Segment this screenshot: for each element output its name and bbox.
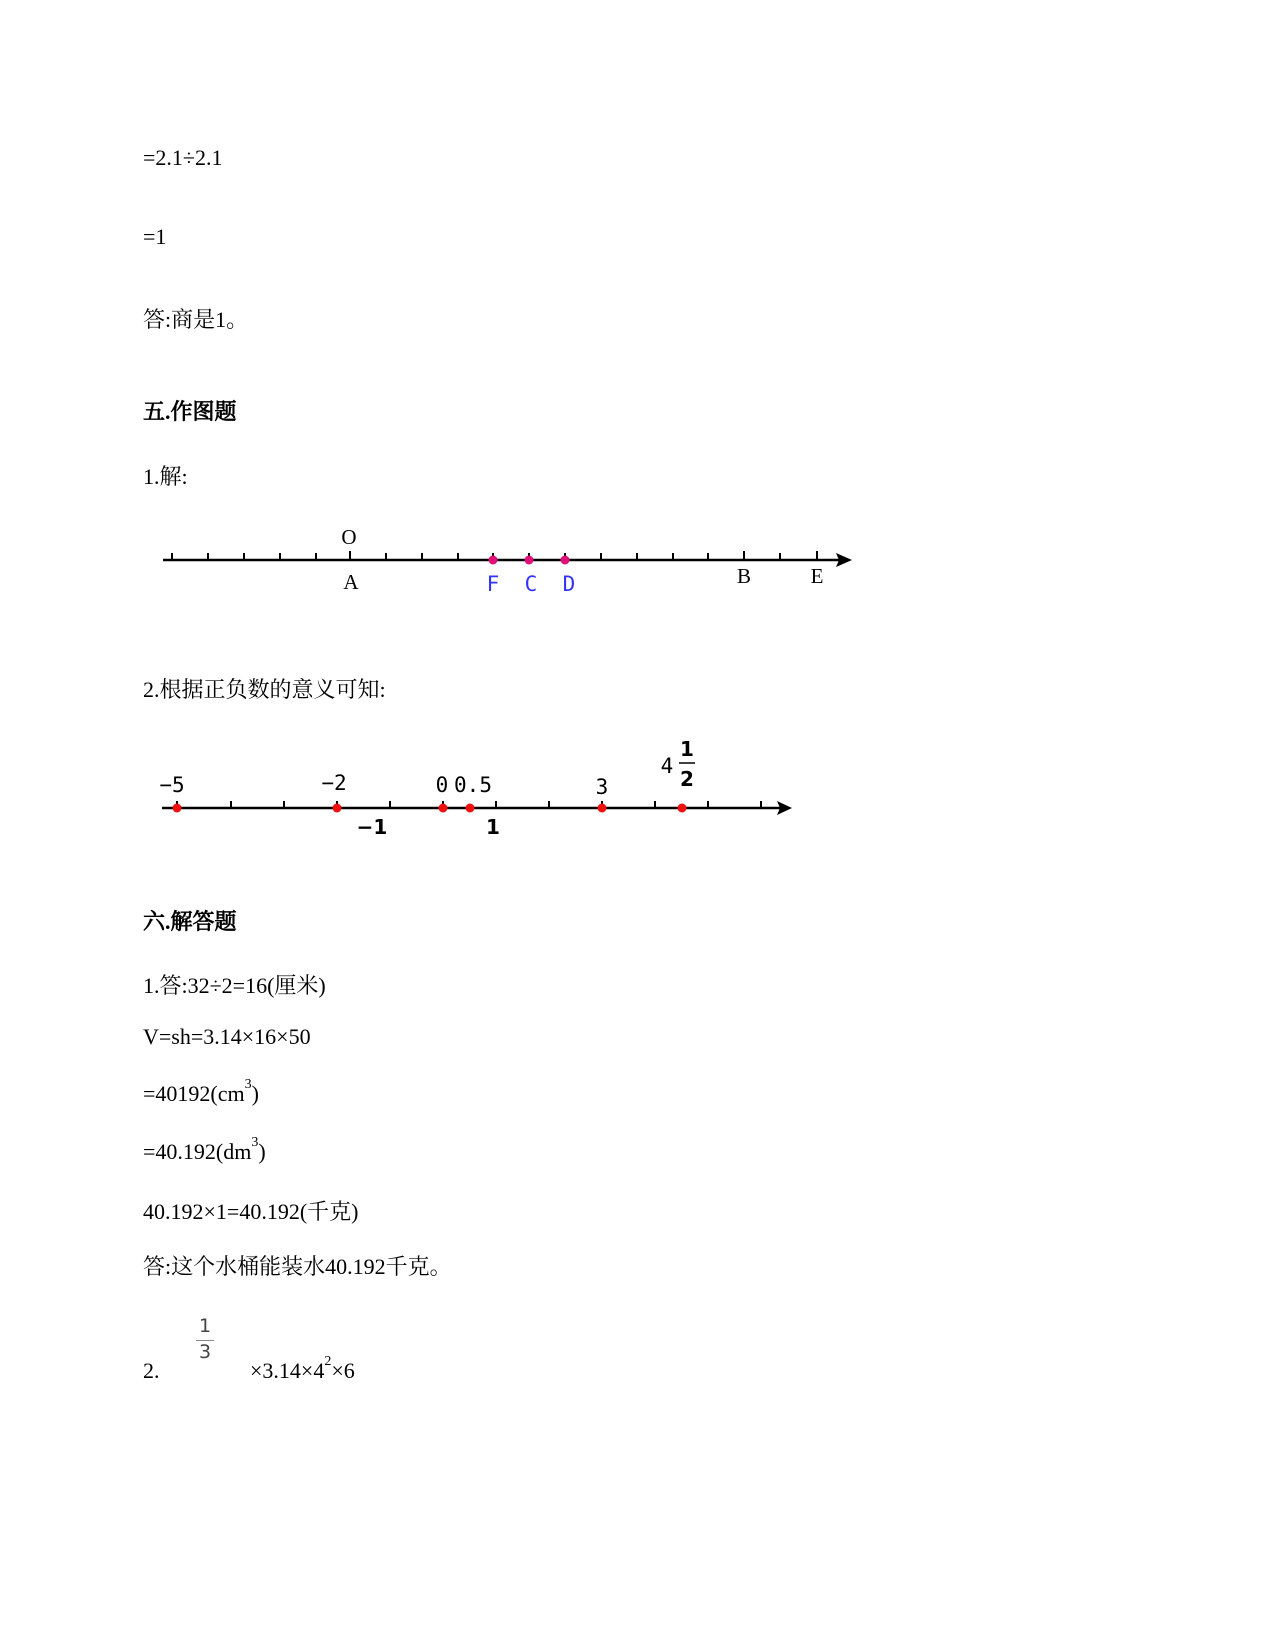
label-e: E xyxy=(810,564,824,588)
label-three: 3 xyxy=(595,775,609,799)
point-4-5-dot xyxy=(678,804,687,813)
label-minus1: −1 xyxy=(356,815,388,839)
label-one: 1 xyxy=(486,815,500,839)
section-5-title: 五.作图题 xyxy=(143,399,237,424)
calc-line-2: =1 xyxy=(143,224,167,249)
point-minus2-dot xyxy=(333,804,342,813)
number-line-2 xyxy=(150,730,800,845)
label-half-numerator: 1 xyxy=(680,737,694,761)
calc-line-1: =2.1÷2.1 xyxy=(143,145,223,170)
label-a: A xyxy=(343,570,359,594)
q1-line-2: V=sh=3.14×16×50 xyxy=(143,1024,311,1049)
label-zero: 0 xyxy=(435,773,449,797)
q1-line-5: 40.192×1=40.192(千克) xyxy=(143,1199,359,1224)
q2-expression: $\times 3.14\times 4^2\times 6$ xyxy=(250,1354,355,1383)
q1-line-1: 1.答:32÷2=16(厘米) xyxy=(143,973,326,998)
point-0-5-dot xyxy=(466,804,475,813)
q1-line-3: $=40192(cm^3)$ xyxy=(143,1077,259,1106)
q2-fraction-numerator: 1 xyxy=(198,1315,212,1337)
label-c: C xyxy=(524,572,538,596)
label-f: F xyxy=(486,572,500,596)
q2-fraction-denominator: 3 xyxy=(198,1341,212,1363)
section-6-title: 六.解答题 xyxy=(143,909,237,934)
point-c-dot xyxy=(525,556,534,565)
point-minus5-dot xyxy=(173,804,182,813)
label-minus2: −2 xyxy=(321,771,347,795)
label-o: O xyxy=(341,525,357,549)
label-minus5: −5 xyxy=(159,773,185,797)
label-four-whole: 4 xyxy=(660,754,674,778)
point-0-dot xyxy=(439,804,448,813)
point-d-dot xyxy=(561,556,570,565)
point-3-dot xyxy=(598,804,607,813)
q1-answer: 答:这个水桶能装水40.192千克。 xyxy=(143,1254,452,1279)
label-d: D xyxy=(562,572,576,596)
label-half-denominator: 2 xyxy=(680,767,694,791)
label-b: B xyxy=(736,564,752,588)
section-5-q1-label: 1.解: xyxy=(143,464,188,489)
section-5-q2-label: 2.根据正负数的意义可知: xyxy=(143,677,386,702)
point-f-dot xyxy=(489,556,498,565)
calc-answer: 答:商是1。 xyxy=(143,307,249,332)
number-line-1 xyxy=(155,515,860,605)
label-zero-point-five: 0.5 xyxy=(454,773,492,797)
q2-label: 2. xyxy=(143,1358,160,1383)
q1-line-4: $=40.192(dm^3)$ xyxy=(143,1135,266,1164)
